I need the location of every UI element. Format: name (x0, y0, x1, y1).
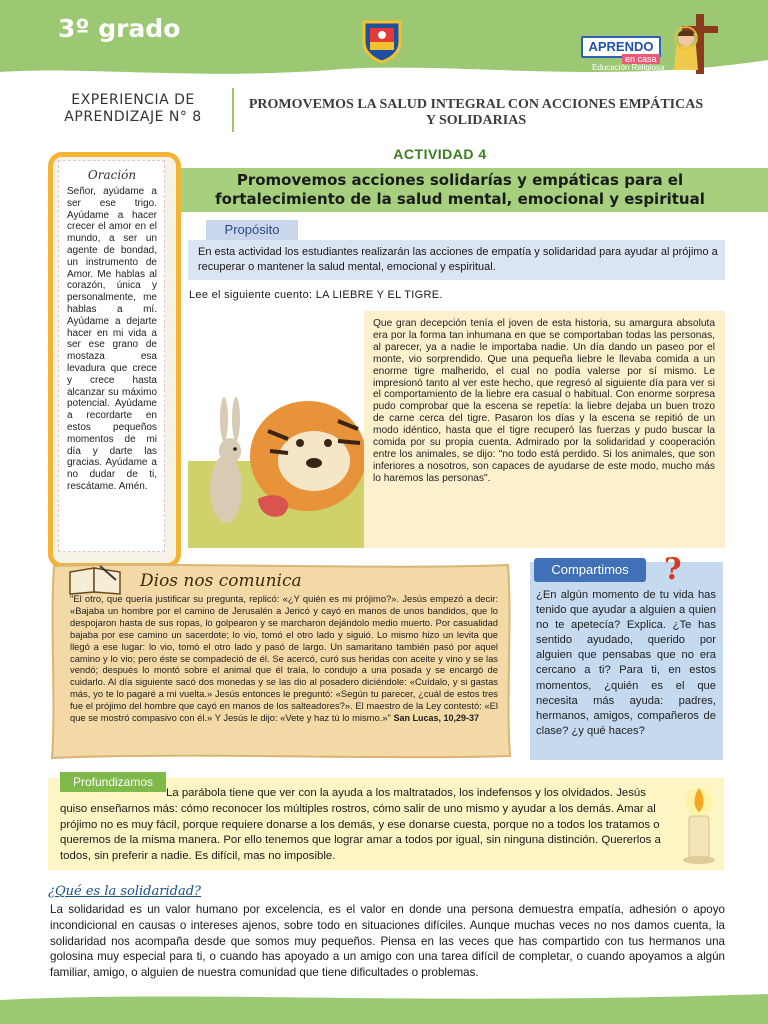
scripture-body: "El otro, que quería justificar su pregunta, replicó: «¿Y quién es mi prójimo?». Jesús empezó a decir: «Bajaba un hombre por el camino de Jerusalén a Jericó y cayó en manos de unos bandidos, que lo despojaron hasta de sus ropas, lo golpearon y se marcharon dejándolo medio muerto. Por casualidad bajaba por ese camino un sacerdote; lo vio, tomó el otro lado y siguió. Lo mismo hizo un levita que llegó a ese lugar: lo vio, tomó el otro lado y pasó de largo. Un samaritano también pasó por aquel camino y lo vio; pero éste se compadeció de él. Se acercó, curó sus heridas con aceite y vino y se las vendó; después lo montó sobre el animal que él traía, lo condujo a una posada y se encargó de cuidarlo. Al día siguiente sacó dos monedas y se las dio al posadero diciéndole: «Cuídalo, y si gastas más, yo te lo pagaré a mi vuelta.» Jesús entonces le preguntó: «Según tu parecer, ¿cuál de estos tres fue el prójimo del hombre que cayó en manos de los salteadores?». El maestro de la Ley contestó: «El que se mostró compasivo con él.» Y Jesús le dijo: «Vete y haz tú lo mismo.»" (70, 593, 498, 724)
aprendo-logo: APRENDO (581, 36, 661, 58)
purpose-tag: Propósito (206, 220, 298, 240)
prayer-text: Señor, ayúdame a ser ese trigo. Ayúdame a hacer crecer el amor en el mundo, a ser un agente de bondad, un instrumento de Amor. Me hablas al corazón, única y personalmente, me hablas a mí. Ayúdame a dejarte hacer en mi vida a ser ese grano de mostaza esa levadura que crece y crece hasta alcanzar su máximo potencial. Ayúdame a recordarte en estos pequeños momentos de mi día y darte las gracias. Ayúdame a no dudar de ti, rescátame. Amén. (67, 186, 157, 492)
prayer-title: Oración (87, 168, 137, 182)
story-intro: Lee el siguiente cuento: LA LIEBRE Y EL TIGRE. (189, 289, 443, 301)
deepen-text (60, 786, 672, 865)
hare-tiger-illustration (188, 311, 364, 548)
scripture-text (70, 593, 498, 725)
activity-title: Promovemos acciones solidarías y empáticas para el fortalecimiento de la salud mental, emocional y espiritual (215, 171, 705, 208)
purpose-text: En esta actividad los estudiantes realizarán las acciones de empatía y solidaridad para ayudar al prójimo a recuperar o mantener la salud mental, emocional y espiritual. (198, 246, 718, 273)
en-casa-tag: en casa (622, 54, 660, 64)
deepen-tag: Profundizamos (60, 772, 166, 792)
grade-title: 3º grado (58, 14, 181, 43)
solidarity-title: ¿Qué es la solidaridad? (48, 884, 201, 899)
solidarity-text: La solidaridad es un valor humano por excelencia, es el valor en donde una persona demuestra empatía, adhesión o apoyo incondicional en causas o intereses ajenos, sobre todo en situaciones difíciles. Aunque muchas veces no nos damos cuenta, la solidaridad nos acompaña desde que somos muy pequeños. Piensa en las veces que has compartido con tus hermanos una golosina muy especial para ti, o cuando has apoyado a un amigo con una tarea difícil de completar, o cuando apoyamos a algún familiar, amigo, o alguien de nuestra comunidad que tiene dificultades o problemas. (50, 903, 725, 980)
activity-label: ACTIVIDAD 4 (393, 146, 487, 162)
book-icon (66, 564, 124, 596)
saint-cross-icon (664, 12, 724, 76)
footer-wave (0, 990, 768, 1024)
scripture-reference: San Lucas, 10,29-37 (393, 713, 480, 724)
school-crest-icon (358, 16, 406, 64)
candle-icon (676, 780, 722, 866)
experience-title: PROMOVEMOS LA SALUD INTEGRAL CON ACCIONES EMPÁTICAS Y SOLIDARIAS (248, 97, 704, 128)
scripture-title: Dios nos comunica (140, 571, 302, 591)
story-text: Que gran decepción tenía el joven de esta historia, su amargura absoluta era por la forma tan inhumana en que se comportaban todas las personas, al parecer, ya a nadie le importaba nadie. Un día dando un paseo por el monte, vio sorprendido. Que una pequeña liebre le llevaba comida a un enorme tigre malherido, el cual no podía valerse por sí mismo. Le impresionó tanto al ver este hecho, que regresó al siguiente día para ver si el comportamiento de la liebre era casual o habitual. Con enorme sorpresa pudo comprobar que la escena se repetía: la liebre dejaba un buen trozo de carne cerca del tigre. Pasaron los días y la escena se repitió de un modo idéntico, hasta que el tigre recuperó las fuerzas y pudo buscar la comida por su propia cuenta. Admirado por la solidaridad y cooperación entre los animales, se dijo: "no todo está perdido. Si los animales, que son inferiores a nosotros, son capaces de ayudarse de este modo, mucho más lo haremos las personas". (373, 318, 715, 484)
deepen-body: La parábola tiene que ver con la ayuda a los maltratados, los indefensos y los olvidados. Jesús quiso enseñarnos más: cómo reconocer los múltiples rostros, cómo salir de uno mismo y ayudar a los demás. Amar al prójimo no es muy fácil, porque requiere donarse a los demás, y ese donarse cuesta, porque no a todos los tratamos o queremos de la misma manera. Por ello tenemos que lograr amar a todos por igual, sin ninguna distinción. Quererlos a todos, sin preferir a nadie. Es difícil, mas no imposible. (60, 787, 661, 863)
question-mark-icon: ? (664, 552, 682, 587)
logo-subtitle: Educación Religiosa (592, 63, 665, 72)
share-tag: Compartimos (534, 558, 646, 582)
share-text: ¿En algún momento de tu vida has tenido que ayudar a alguien a quien no te apetecía? Explica. ¿Te has sentido ayudado, querido por alguien que pensabas que no era cercano a ti? Para ti, en estos momentos, ¿quién es el que necesita más ayuda: padres, hermanos, amigos, compañeros de clase? ¿y qué haces? (536, 589, 716, 737)
divider (232, 88, 234, 132)
experience-label: EXPERIENCIA DE APRENDIZAJE N° 8 (64, 92, 202, 125)
